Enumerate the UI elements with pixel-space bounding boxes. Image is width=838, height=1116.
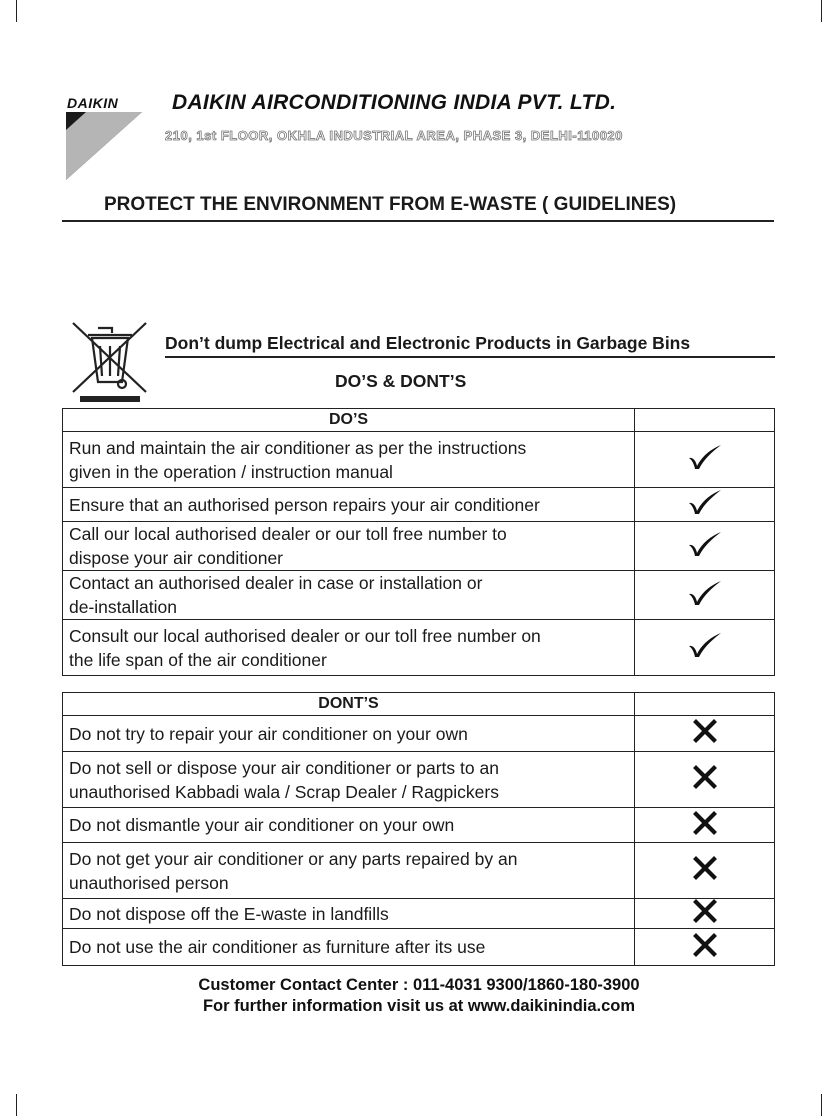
- dos-header-row: [63, 409, 775, 432]
- dont-line: Do not try to repair your air conditioner on your own: [69, 723, 468, 744]
- company-address: 210, 1st FLOOR, OKHLA INDUSTRIAL AREA, PHASE 3, DELHI-110020: [165, 128, 623, 143]
- cross-mark-icon: [693, 719, 717, 748]
- dont-line: Do not dispose off the E-waste in landfills: [69, 903, 389, 924]
- page-title: PROTECT THE ENVIRONMENT FROM E-WASTE ( GUIDELINES): [104, 194, 677, 215]
- dont-mark-cell: [635, 716, 775, 752]
- dont-mark-cell: [635, 899, 775, 929]
- table-row: [63, 752, 775, 808]
- do-line: given in the operation / instruction manual: [69, 461, 393, 482]
- check-mark-icon: [687, 632, 723, 663]
- daikin-logo-icon: [66, 112, 142, 180]
- do-item-text: [63, 488, 635, 522]
- dont-mark-cell: [635, 929, 775, 966]
- check-mark-icon: [687, 489, 723, 520]
- dos-header: DO’S: [63, 409, 635, 432]
- do-line: Consult our local authorised dealer or our toll free number on: [69, 625, 541, 646]
- do-mark-cell: [635, 571, 775, 620]
- dont-line: unauthorised Kabbadi wala / Scrap Dealer / Ragpickers: [69, 781, 499, 802]
- cross-mark-icon: [693, 933, 717, 962]
- crop-mark: [16, 0, 17, 22]
- table-row: [63, 488, 775, 522]
- daikin-logo-text: DAIKIN: [67, 95, 119, 111]
- title-divider: [62, 220, 774, 222]
- do-line: Contact an authorised dealer in case or installation or: [69, 573, 483, 593]
- do-line: dispose your air conditioner: [69, 548, 284, 568]
- dont-item-text: [63, 899, 635, 929]
- cross-mark-icon: [693, 856, 717, 885]
- cross-mark-icon: [693, 899, 717, 928]
- do-line: Ensure that an authorised person repairs your air conditioner: [69, 494, 540, 515]
- do-item-text: [63, 571, 635, 620]
- table-row: [63, 620, 775, 676]
- do-line: the life span of the air conditioner: [69, 649, 327, 670]
- table-row: [63, 432, 775, 488]
- company-name: DAIKIN AIRCONDITIONING INDIA PVT. LTD.: [172, 91, 617, 114]
- dont-line: Do not sell or dispose your air conditioner or parts to an: [69, 757, 499, 778]
- dos-donts-title: DO’S & DONT’S: [335, 371, 467, 391]
- do-item-text: [63, 620, 635, 676]
- table-row: [63, 899, 775, 929]
- dont-line: Do not use the air conditioner as furniture after its use: [69, 937, 486, 957]
- crop-mark: [821, 1094, 822, 1116]
- donts-header-row: [63, 693, 775, 716]
- website-info: For further information visit us at www.daikinindia.com: [202, 997, 636, 1015]
- do-item-text: [63, 522, 635, 571]
- do-line: Run and maintain the air conditioner as per the instructions: [69, 437, 527, 458]
- crop-mark: [16, 1094, 17, 1116]
- do-mark-cell: [635, 620, 775, 676]
- check-mark-icon: [687, 531, 723, 562]
- dos-table: [62, 408, 775, 676]
- do-line: de-installation: [69, 597, 177, 617]
- table-row: [63, 929, 775, 966]
- table-row: [63, 808, 775, 843]
- table-row: [63, 571, 775, 620]
- table-row: [63, 522, 775, 571]
- customer-contact: Customer Contact Center : 011-4031 9300/1860-180-3900: [198, 976, 640, 994]
- donts-header: DONT’S: [63, 693, 635, 716]
- dont-mark-cell: [635, 752, 775, 808]
- check-mark-icon: [687, 580, 723, 611]
- dont-item-text: [63, 843, 635, 899]
- do-mark-cell: [635, 488, 775, 522]
- dont-item-text: [63, 752, 635, 808]
- dont-line: unauthorised person: [69, 872, 229, 893]
- donts-header-empty: [635, 693, 775, 716]
- warning-divider: [165, 356, 775, 358]
- dont-mark-cell: [635, 843, 775, 899]
- dont-line: Do not get your air conditioner or any parts repaired by an: [69, 848, 518, 869]
- dos-header-empty: [635, 409, 775, 432]
- donts-table: [62, 692, 775, 966]
- table-row: [63, 843, 775, 899]
- do-line: Call our local authorised dealer or our toll free number to: [69, 524, 507, 544]
- cross-mark-icon: [693, 811, 717, 840]
- do-mark-cell: [635, 432, 775, 488]
- do-mark-cell: [635, 522, 775, 571]
- dont-line: Do not dismantle your air conditioner on your own: [69, 815, 455, 835]
- check-mark-icon: [687, 444, 723, 475]
- crop-mark: [821, 0, 822, 22]
- dont-item-text: [63, 716, 635, 752]
- dont-mark-cell: [635, 808, 775, 843]
- table-row: [63, 716, 775, 752]
- cross-mark-icon: [693, 765, 717, 794]
- crossed-out-wheelie-bin-icon: [70, 320, 150, 404]
- dont-item-text: [63, 929, 635, 966]
- do-item-text: [63, 432, 635, 488]
- dont-item-text: [63, 808, 635, 843]
- warning-message: Don’t dump Electrical and Electronic Products in Garbage Bins: [165, 333, 691, 353]
